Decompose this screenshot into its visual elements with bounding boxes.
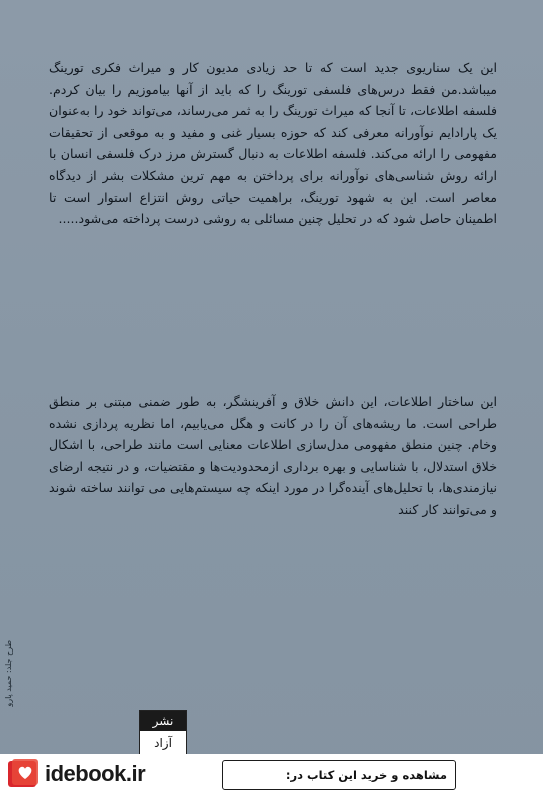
brand-tld: .ir: [125, 761, 146, 786]
cover-design-credit: طرح جلد: حمید پارو: [4, 640, 13, 707]
publisher-logo: [139, 710, 187, 756]
back-cover-paragraph-1: این یک سناریوی جدید است که تا حد زیادی مدیون کار و میراث فکری تورینگ میباشد.من فقط درس‌های فلسفی تورینگ را که باید از آنها بیاموزیم را بیان کردم. فلسفه اطلاعات، تا آنجا که میراث تورینگ را به ثمر می‌رساند، می‌تواند خود را به‌عنوان یک پارادایم نوآورانه معرفی کند که حوزه بسیار غنی و مفید و به موقعی از تحقیقات مفهومی را ارائه می‌کند. فلسفه اطلاعات به دنبال گسترش مرز درک فلسفی انسان با ارائه روش شناسی‌های نوآورانه برای پرداختن به مهم ترین مشکلات بشر از دیدگاه معاصر است. این به شهود تورینگ، براهمیت حیاتی روش انتزاع استوار است تا اطمینان حاصل شود که در تحلیل چنین مسائلی به روشی درست پرداخته می‌شود.....: [49, 60, 497, 227]
publisher-logo-top: نشر: [140, 711, 186, 731]
back-cover-paragraph-2: این ساختار اطلاعات، این دانش خلاق و آفرینشگر، به طور ضمنی مبتنی بر منطق طراحی است. ما ریشه‌های آن را در کانت و هگل می‌یابیم، اما نظریه پردازی نشده وخام. چنین منطق مفهومی مدل‌سازی اطلاعات معنایی است مانند طراحی، با اشکال خلاق استدلال، با شناسایی و بهره برداری ازمحدودیت‌ها و مقتضیات، و در نتیجه ارضای نیازمندی‌ها، با تحلیل‌های آینده‌گرا در مورد اینکه چه سیستم‌هایی می توانند ساخته شوند و می‌توانند کار کنند: [49, 394, 497, 517]
brand-name-text: idebook: [45, 761, 126, 786]
book-heart-icon: [6, 757, 42, 791]
brand-name[interactable]: [45, 759, 145, 789]
promo-button[interactable]: [222, 760, 456, 790]
publisher-logo-bottom: آزاد: [154, 736, 172, 750]
promo-text: مشاهده و خرید این کتاب در:: [285, 768, 447, 782]
